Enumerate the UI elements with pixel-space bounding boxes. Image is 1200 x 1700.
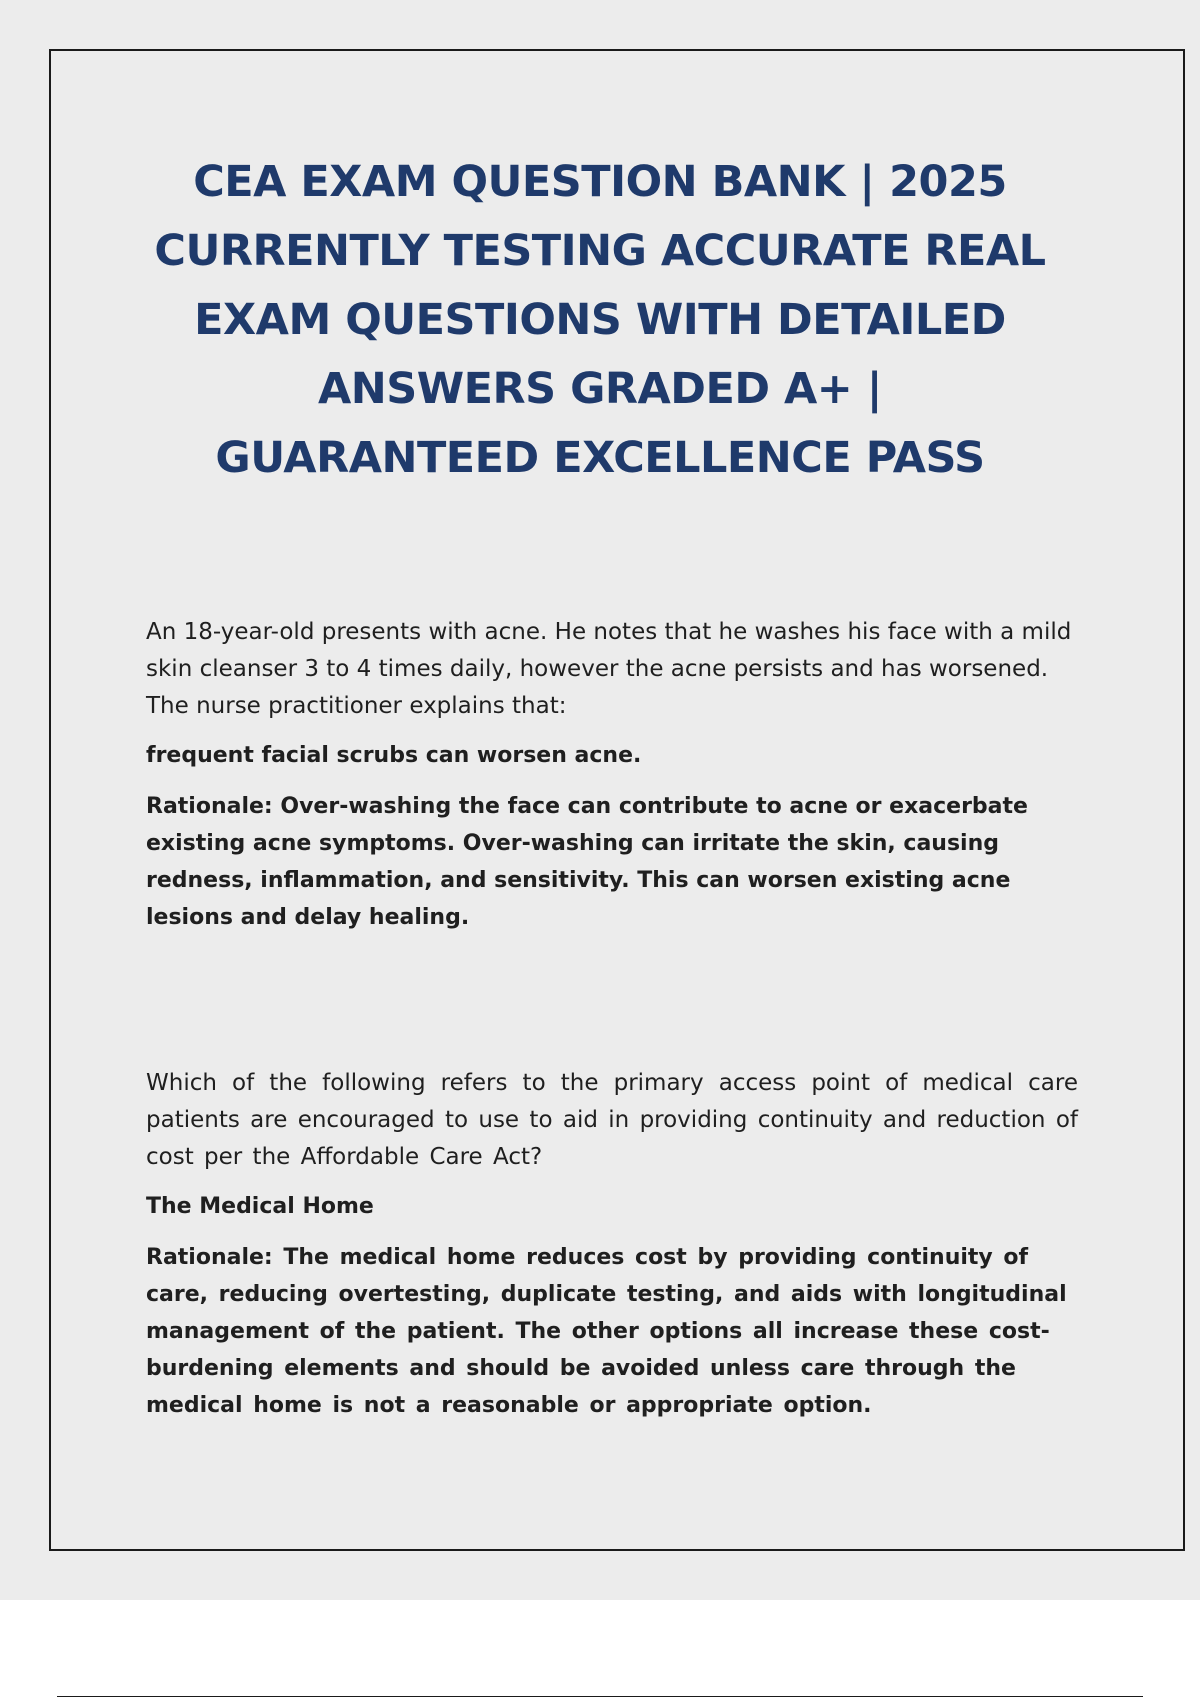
rationale-text: Rationale: The medical home reduces cost by providing continuity of care, reducing overtesting, duplicate testing, and aids with longitudinal management of the patient. The other options all increase these cost-burdening elements and should be avoided unless care through the medical home is not a reasonable or appropriate option. (146, 1245, 1067, 1418)
question-block-2 (146, 1065, 1078, 1424)
question-text: Which of the following refers to the primary access point of medical care patients are encouraged to use to aid in providing continuity and reduction of cost per the Affordable Care Act? (146, 1070, 1078, 1170)
page-footer-area (0, 1600, 1200, 1700)
question-text: An 18-year-old presents with acne. He notes that he washes his face with a mild skin cleanser 3 to 4 times daily, however the acne persists and has worsened. The nurse practitioner explains that: (146, 619, 1072, 719)
answer-text: The Medical Home (146, 1194, 374, 1219)
rationale-text: Rationale: Over-washing the face can contribute to acne or exacerbate existing acne symptoms. Over-washing can irritate the skin, causing redness, inflammation, and sensitivity. This can worsen existing acne lesions and delay healing. (146, 794, 1028, 930)
question-block-1 (146, 614, 1078, 936)
answer-text: frequent facial scrubs can worsen acne. (146, 743, 642, 768)
footer-divider (57, 1696, 1143, 1697)
document-title: CEA EXAM QUESTION BANK | 2025 CURRENTLY TESTING ACCURATE REAL EXAM QUESTIONS WITH DETAILED ANSWERS GRADED A+ | GUARANTEED EXCELLENCE PASS (154, 157, 1046, 483)
